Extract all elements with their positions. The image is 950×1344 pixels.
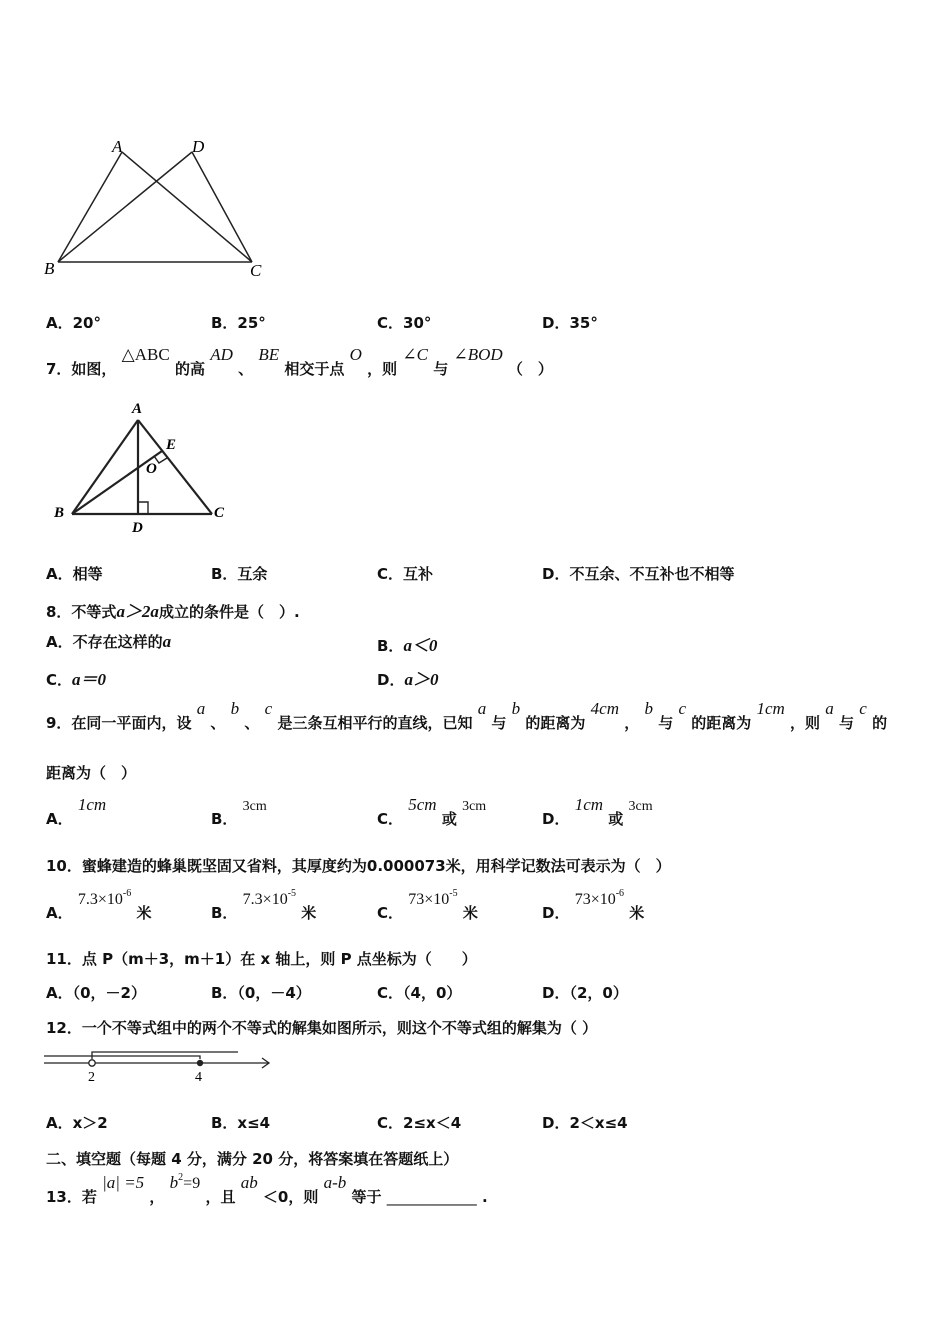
q13-end: . [481,1188,488,1206]
q9-option-d-value1: 1cm [574,795,604,814]
q11-option-c[interactable]: C．（4，0） [377,984,462,1002]
q12-option-c[interactable]: C．2≤x＜4 [377,1114,462,1132]
q10-option-d-base: 73×10 [574,891,616,908]
q7-label-D: D [132,520,143,536]
q6-option-a[interactable]: A．20° [46,314,101,332]
q12-option-d[interactable]: D．2＜x≤4 [542,1114,628,1132]
q9-option-b-label: B． [211,810,238,828]
q12-option-b[interactable]: B．x≤4 [211,1114,271,1132]
q10-option-d-label: D． [542,904,570,922]
q7-stem [46,344,553,380]
q10-option-d[interactable] [542,888,644,924]
q9-b-3: b [644,699,653,718]
q10-option-b-unit: 米 [301,904,317,922]
q9-distance-1: 4cm [590,699,619,718]
q13-abs-a: |a| =5 [102,1173,145,1192]
q13-text1: ，且 [205,1188,236,1206]
q10-option-a-exp: -6 [122,888,132,899]
q7-label-B: B [54,505,65,521]
q6-label-C: C [250,261,262,280]
q9-option-c-label: C． [377,810,404,828]
q12-closed-point [197,1060,203,1066]
q7-option-a[interactable]: A．相等 [46,565,103,583]
q8-option-b-expr: a＜0 [403,636,438,655]
q10-option-a[interactable] [46,888,151,924]
q9-comma: ， [624,714,640,732]
q10-stem: 10．蜜蜂建造的蜂巢既坚固又省料，其厚度约为0.000073米，用科学记数法可表示为（ ） [46,857,671,875]
q7-angle-c: ∠C [402,345,428,364]
q8-option-c[interactable] [46,665,106,690]
q13-b: b [169,1173,179,1192]
q7-paren: （ ） [507,360,553,378]
q13-comma: ， [149,1188,165,1206]
q9-option-c-value2: 3cm [462,799,487,814]
q9-option-b-value: 3cm [242,799,267,814]
q10-option-d-unit: 米 [629,904,645,922]
q10-option-b[interactable] [211,888,316,924]
q9-a-2: a [477,699,487,718]
q8-option-b-label: B． [377,637,404,655]
q12-tick-4: 4 [195,1070,202,1085]
q9-option-d-or: 或 [608,810,624,828]
q10-option-d-exp: -6 [615,888,625,899]
q9-c: c [264,699,273,718]
q9-b-2: b [511,699,521,718]
q12-open-point [89,1060,95,1066]
q11-option-a[interactable]: A．（0，－2） [46,984,146,1002]
q12-option-a[interactable]: A．x＞2 [46,1114,108,1132]
q10-option-c-unit: 米 [462,904,478,922]
q9-stem-line1 [46,698,887,734]
q13-pre: 13．若 [46,1188,97,1206]
q9-c-3: c [859,699,867,718]
q9-a-3: a [825,699,834,718]
q9-text3: 的距离为 [691,714,752,732]
q6-option-d[interactable]: D．35° [542,314,598,332]
q9-b: b [230,699,240,718]
q7-ad: AD [210,345,233,364]
q7-text1: 的高 [174,360,205,378]
q9-distance-2: 1cm [756,699,785,718]
q9-a: a [196,699,206,718]
q13-a-minus-b: a-b [323,1173,347,1192]
q7-text3: ，则 [367,360,398,378]
q10-option-c-label: C． [377,904,404,922]
q13-text2: ＜0，则 [262,1188,319,1206]
q9-option-d-value2: 3cm [628,799,653,814]
q6-label-B: B [44,259,55,278]
q9-sep2: 、 [244,714,260,732]
q8-option-a-var: a [162,632,172,651]
q8-option-d-expr: a＞0 [404,670,439,689]
q8-stem [46,597,300,622]
q9-text4: ，则 [790,714,821,732]
q7-triangle-figure [46,396,246,538]
q6-option-c[interactable]: C．30° [377,314,432,332]
q7-be: BE [258,345,280,364]
q9-option-b[interactable] [211,794,267,830]
q9-text2: 的距离为 [525,714,586,732]
q9-pre: 9．在同一平面内，设 [46,714,192,732]
q7-label-E: E [166,437,177,453]
q13-text3: 等于 [351,1188,382,1206]
q11-option-d[interactable]: D．（2，0） [542,984,628,1002]
q9-option-a[interactable] [46,794,106,830]
q8-post: 成立的条件是（ ）. [158,603,300,621]
q8-option-d-label: D． [377,671,405,689]
q7-option-b[interactable]: B．互余 [211,565,268,583]
q8-pre: 8．不等式 [46,603,117,621]
q7-number: 7．如图， [46,360,117,378]
q12-stem: 12．一个不等式组中的两个不等式的解集如图所示，则这个不等式组的解集为（ ） [46,1019,598,1037]
q6-label-A: A [112,137,123,156]
q7-sep: 、 [238,360,254,378]
q8-option-b[interactable] [377,631,437,656]
q6-option-b[interactable]: B．25° [211,314,266,332]
q8-option-d[interactable] [377,665,438,690]
q7-label-A: A [132,401,143,417]
q9-option-d-label: D． [542,810,570,828]
q12-number-line [40,1046,280,1088]
q9-stem-line2: 距离为（ ） [46,764,137,782]
q10-option-b-label: B． [211,904,238,922]
q7-option-c[interactable]: C．互补 [377,565,434,583]
q9-sep1: 、 [210,714,226,732]
q13-stem [46,1172,488,1208]
q10-option-a-unit: 米 [136,904,152,922]
q9-text5: 的 [872,714,888,732]
q10-option-c[interactable] [377,888,478,924]
q8-option-a-text: A．不存在这样的 [46,633,163,651]
q9-yu-1: 与 [491,714,507,732]
q10-option-b-base: 7.3×10 [242,891,288,908]
q8-option-c-expr: a＝0 [72,670,107,689]
q13-answer-blank[interactable]: ____________ [386,1188,477,1206]
q10-option-a-base: 7.3×10 [77,891,123,908]
q9-option-c[interactable] [377,794,486,830]
q7-label-O: O [146,461,157,477]
q11-option-b[interactable]: B．（0，－4） [211,984,311,1002]
q9-option-d[interactable] [542,794,653,830]
q7-text2: 相交于点 [284,360,345,378]
q7-label-C: C [214,505,225,521]
q9-option-c-value1: 5cm [408,795,437,814]
q6-triangle-figure [40,132,280,282]
q7-triangle: △ABC [121,345,170,364]
q7-text4: 与 [433,360,449,378]
q9-yu-2: 与 [658,714,674,732]
q13-ab: ab [240,1173,258,1192]
q7-o: O [349,345,362,364]
q6-label-D: D [192,137,205,156]
q8-expr: a＞2a [116,602,159,621]
q7-angle-bod: ∠BOD [453,345,503,364]
section2-title: 二、填空题（每题 4 分，满分 20 分，将答案填在答题纸上） [46,1150,459,1168]
q9-text1: 是三条互相平行的直线，已知 [277,714,473,732]
q10-option-a-label: A． [46,904,73,922]
q9-yu-3: 与 [839,714,855,732]
q11-stem: 11．点 P（m＋3，m＋1）在 x 轴上，则 P 点坐标为（ ） [46,950,477,968]
q10-option-c-exp: -5 [449,888,458,899]
q13-eq9: =9 [183,1175,201,1192]
q10-option-c-base: 73×10 [408,891,450,908]
q9-option-c-or: 或 [441,810,457,828]
q9-option-a-label: A． [46,810,73,828]
q9-option-a-value: 1cm [77,795,107,814]
q12-tick-2: 2 [88,1070,95,1085]
q10-option-b-exp: -5 [287,888,297,899]
q8-option-c-label: C． [46,671,73,689]
q9-c-2: c [678,699,686,718]
q8-option-a[interactable] [46,631,171,652]
q7-option-d[interactable]: D．不互余、不互补也不相等 [542,565,735,583]
q13-b-exp: 2 [178,1172,184,1183]
